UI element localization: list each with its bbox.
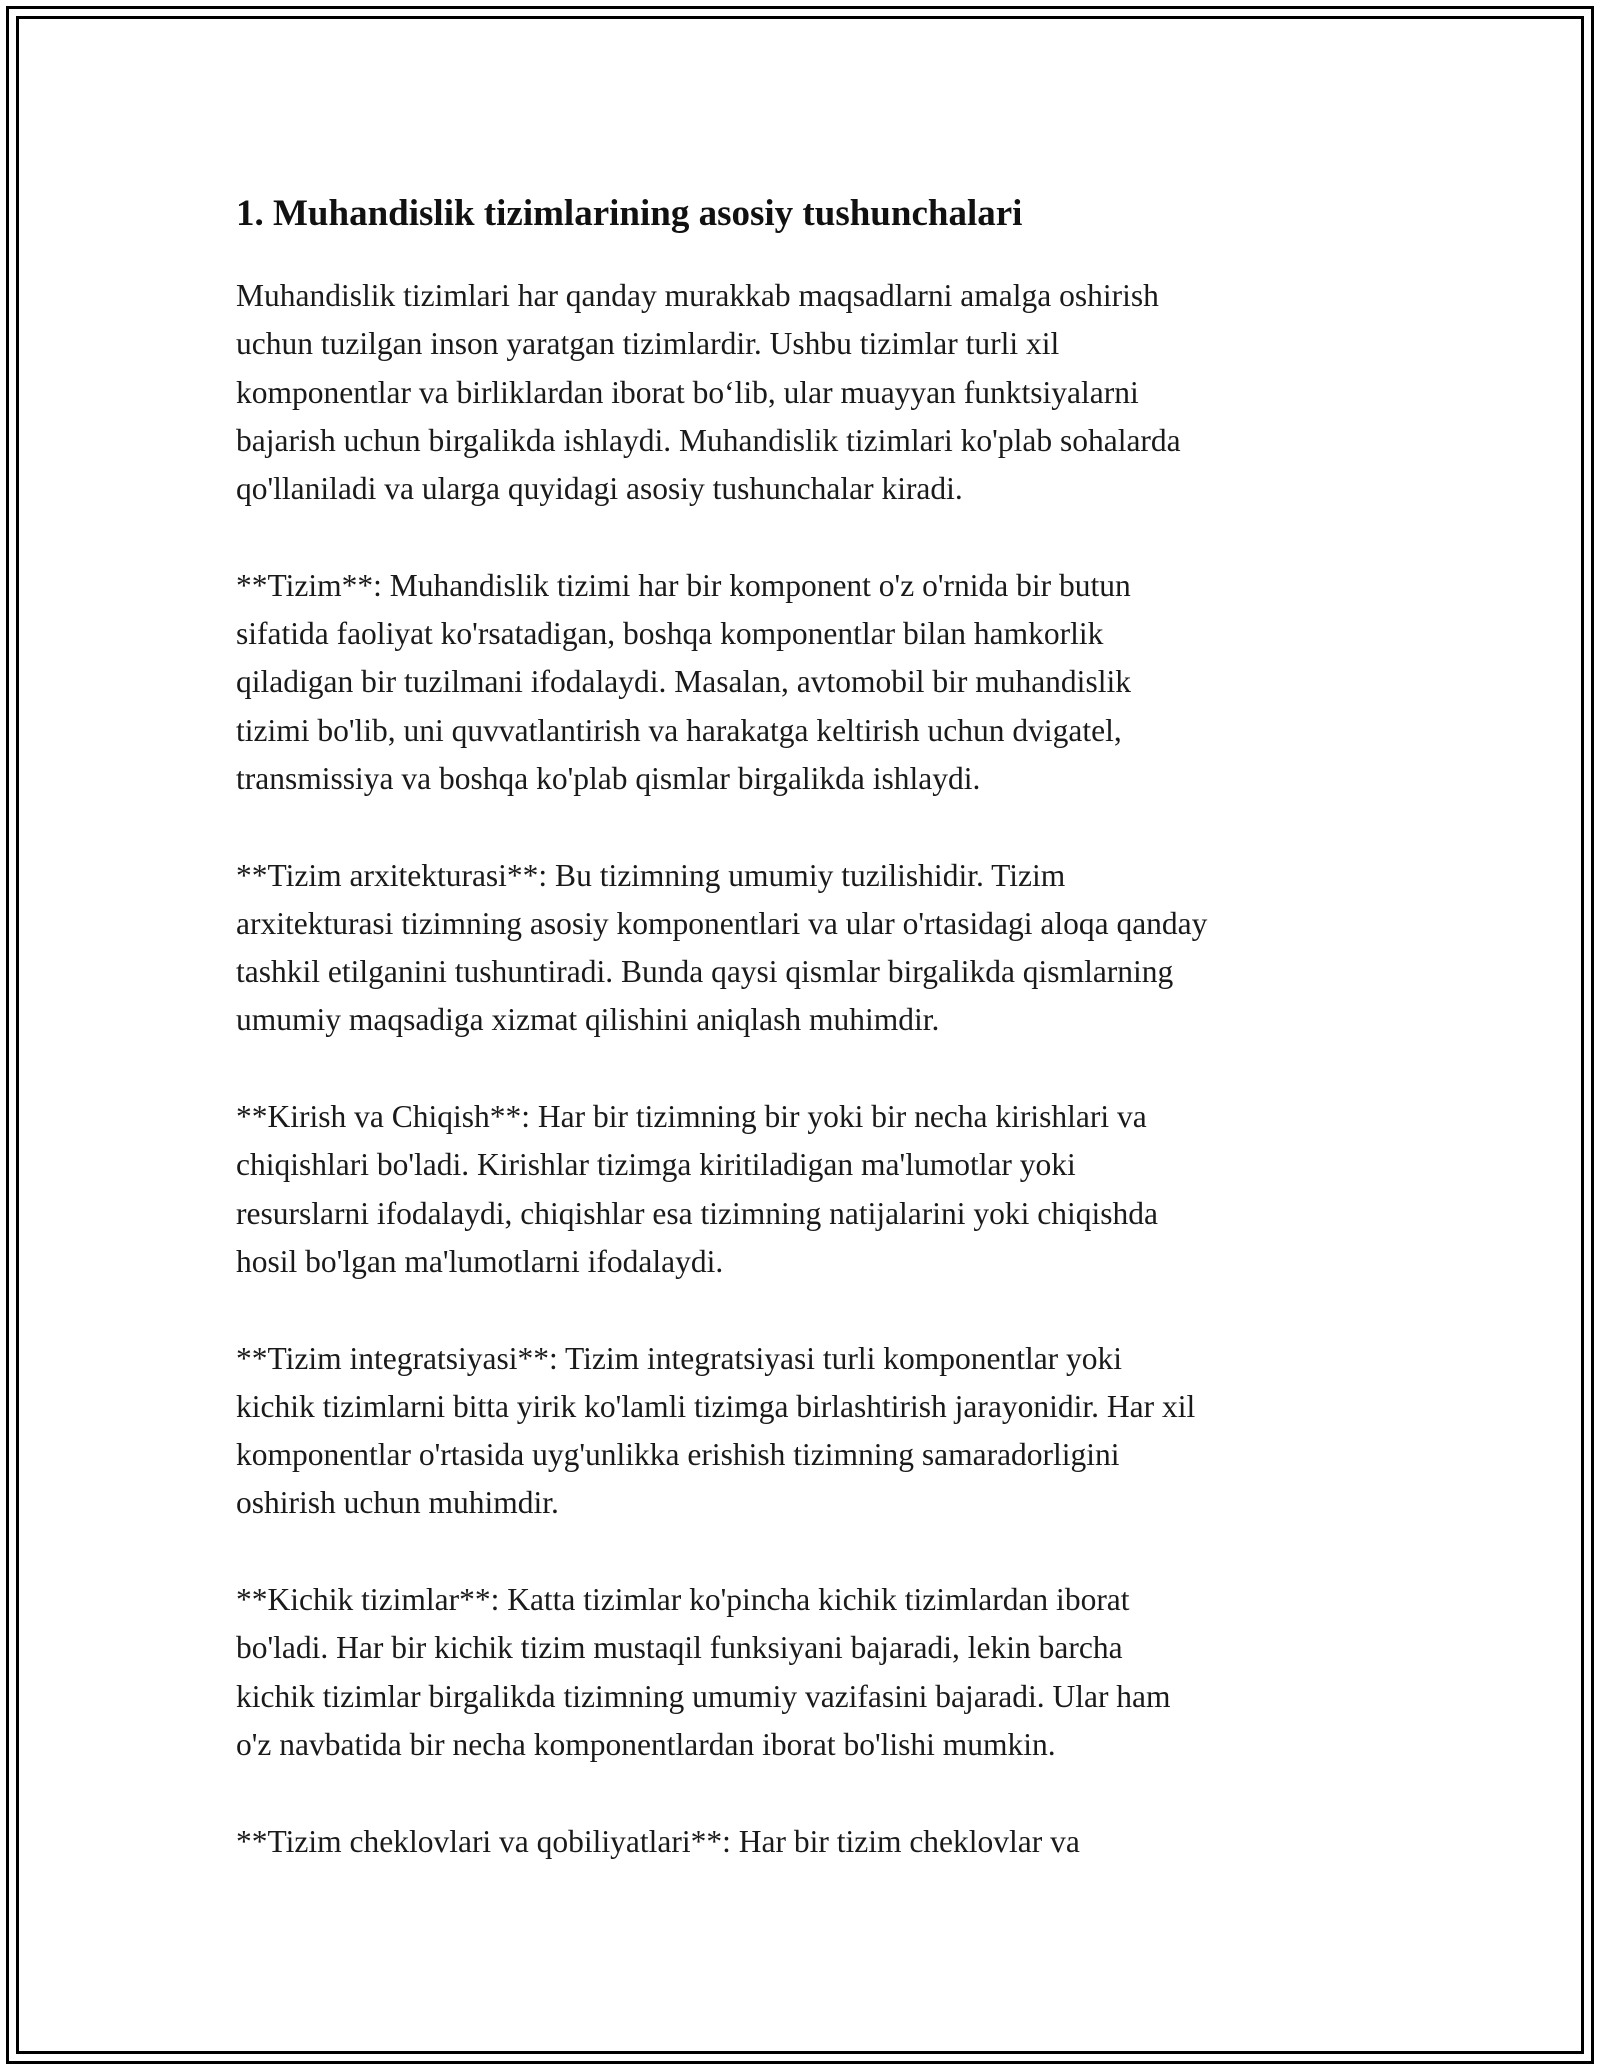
text-line: **Tizim integratsiyasi**: Tizim integratsiyasi turli komponentlar yoki <box>236 1340 1123 1376</box>
text-line: umumiy maqsadiga xizmat qilishini aniqlash muhimdir. <box>236 1002 940 1038</box>
text-line: hosil bo'lgan ma'lumotlarni ifodalaydi. <box>236 1243 724 1279</box>
text-line: bo'ladi. Har bir kichik tizim mustaqil funksiyani bajaradi, lekin barcha <box>236 1630 1123 1666</box>
paragraph-tizim-cheklovlari <box>236 1818 1386 1866</box>
text-line: komponentlar o'rtasida uyg'unlikka erishish tizimning samaradorligini <box>236 1437 1120 1473</box>
text-line: qiladigan bir tuzilmani ifodalaydi. Masalan, avtomobil bir muhandislik <box>236 664 1131 700</box>
paragraph-tizim-integratsiyasi <box>236 1335 1386 1528</box>
text-line: komponentlar va birliklardan iborat bo‘lib, ular muayyan funktsiyalarni <box>236 374 1139 410</box>
text-line: **Tizim cheklovlari va qobiliyatlari**: Har bir tizim cheklovlar va <box>236 1823 1080 1859</box>
text-line: **Kichik tizimlar**: Katta tizimlar ko'pincha kichik tizimlardan iborat <box>236 1582 1130 1618</box>
paragraph-tizim <box>236 562 1386 803</box>
text-line: qo'llaniladi va ularga quyidagi asosiy tushunchalar kiradi. <box>236 471 963 507</box>
paragraph-kichik-tizimlar <box>236 1576 1386 1769</box>
text-line: kichik tizimlarni bitta yirik ko'lamli tizimga birlashtirish jarayonidir. Har xil <box>236 1388 1196 1424</box>
text-line: kichik tizimlar birgalikda tizimning umumiy vazifasini bajaradi. Ular ham <box>236 1678 1171 1714</box>
text-line: o'z navbatida bir necha komponentlardan iborat bo'lishi mumkin. <box>236 1726 1056 1762</box>
text-line: oshirish uchun muhimdir. <box>236 1485 559 1521</box>
text-line: tizimi bo'lib, uni quvvatlantirish va harakatga keltirish uchun dvigatel, <box>236 712 1122 748</box>
text-line: **Tizim arxitekturasi**: Bu tizimning umumiy tuzilishidir. Tizim <box>236 857 1066 893</box>
text-line: **Tizim**: Muhandislik tizimi har bir komponent o'z o'rnida bir butun <box>236 567 1131 603</box>
text-line: uchun tuzilgan inson yaratgan tizimlardir. Ushbu tizimlar turli xil <box>236 326 1060 362</box>
text-line: sifatida faoliyat ko'rsatadigan, boshqa komponentlar bilan hamkorlik <box>236 616 1104 652</box>
document-body <box>236 186 1386 1866</box>
text-line: **Kirish va Chiqish**: Har bir tizimning bir yoki bir necha kirishlari va <box>236 1099 1147 1135</box>
text-line: Muhandislik tizimlari har qanday murakkab maqsadlarni amalga oshirish <box>236 278 1159 313</box>
document-heading: 1. Muhandislik tizimlarining asosiy tushunchalari <box>236 193 1023 234</box>
paragraph-intro <box>236 272 1386 513</box>
text-line: resurslarni ifodalaydi, chiqishlar esa tizimning natijalarini yoki chiqishda <box>236 1195 1159 1231</box>
text-line: bajarish uchun birgalikda ishlaydi. Muhandislik tizimlari ko'plab sohalarda <box>236 422 1181 458</box>
paragraph-kirish-va-chiqish <box>236 1093 1386 1286</box>
text-line: chiqishlari bo'ladi. Kirishlar tizimga kiritiladigan ma'lumotlar yoki <box>236 1147 1076 1183</box>
text-line: arxitekturasi tizimning asosiy komponentlari va ular o'rtasidagi aloqa qanday <box>236 905 1208 941</box>
paragraph-tizim-arxitekturasi <box>236 852 1386 1045</box>
text-line: tashkil etilganini tushuntiradi. Bunda qaysi qismlar birgalikda qismlarning <box>236 954 1174 990</box>
text-line: transmissiya va boshqa ko'plab qismlar birgalikda ishlaydi. <box>236 760 981 796</box>
